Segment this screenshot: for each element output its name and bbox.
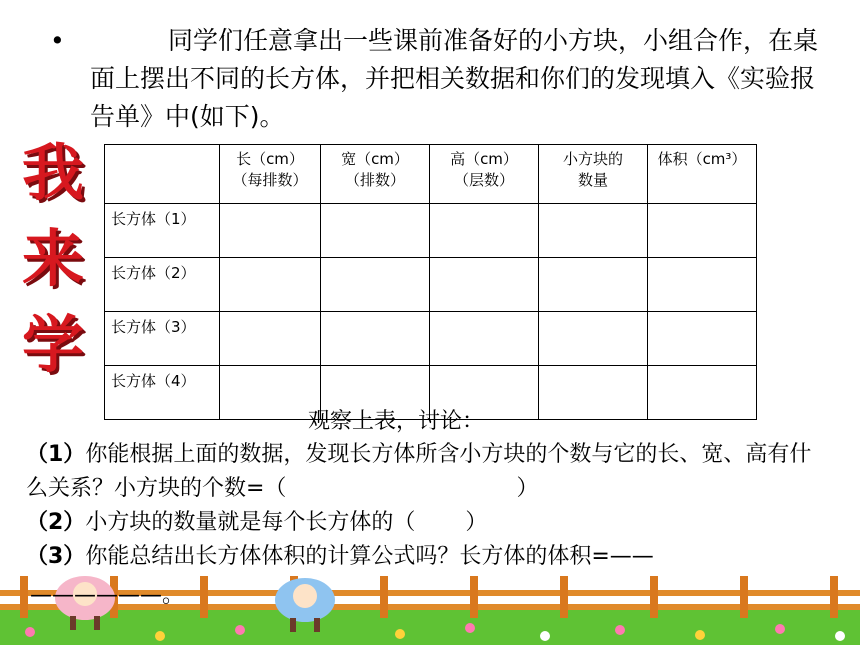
header-empty	[105, 145, 220, 204]
intro-paragraph	[50, 22, 830, 136]
side-title	[18, 130, 88, 388]
table-cell[interactable]	[321, 258, 430, 312]
header-width: 宽（cm） （排数）	[321, 145, 430, 204]
table-cell[interactable]	[539, 204, 648, 258]
decorative-meadow	[0, 570, 860, 645]
side-title-char-1: 我	[21, 136, 84, 209]
side-title-char-3: 学	[21, 308, 84, 381]
bullet: •	[50, 26, 65, 55]
question-3: （3）你能总结出长方体体积的计算公式吗？长方体的体积=——	[26, 544, 654, 569]
table-row	[105, 258, 757, 312]
table-row	[105, 312, 757, 366]
discuss-title: 观察上表，讨论：	[308, 409, 485, 434]
table-cell[interactable]	[321, 204, 430, 258]
table-cell[interactable]	[430, 204, 539, 258]
row-label: 长方体（3）	[105, 312, 220, 366]
side-title-char-2: 来	[21, 222, 84, 295]
experiment-report-table	[104, 144, 757, 420]
row-label: 长方体（1）	[105, 204, 220, 258]
table-cell[interactable]	[539, 258, 648, 312]
table-cell[interactable]	[430, 312, 539, 366]
table-cell[interactable]	[648, 204, 757, 258]
table-cell[interactable]	[648, 312, 757, 366]
table-cell[interactable]	[539, 312, 648, 366]
question-list	[26, 438, 826, 574]
table-cell[interactable]	[220, 258, 321, 312]
header-height: 高（cm） （层数）	[430, 145, 539, 204]
header-volume: 体积（cm³）	[648, 145, 757, 204]
table-cell[interactable]	[648, 258, 757, 312]
header-length: 长（cm） （每排数）	[220, 145, 321, 204]
question-2: （2）小方块的数量就是每个长方体的（ ）	[26, 510, 488, 535]
table-cell[interactable]	[321, 312, 430, 366]
q3-trailing-line: ——————。	[30, 583, 185, 608]
header-cube-count: 小方块的 数量	[539, 145, 648, 204]
table-cell[interactable]	[220, 366, 321, 420]
row-label: 长方体（2）	[105, 258, 220, 312]
table-cell[interactable]	[648, 366, 757, 420]
row-label: 长方体（4）	[105, 366, 220, 420]
table-cell[interactable]	[220, 312, 321, 366]
table-cell[interactable]	[539, 366, 648, 420]
table-cell[interactable]	[430, 258, 539, 312]
intro-text: 同学们任意拿出一些课前准备好的小方块，小组合作，在桌面上摆出不同的长方体，并把相关数据和你们的发现填入《实验报告单》中(如下)。	[90, 26, 819, 131]
question-1: （1）你能根据上面的数据，发现长方体所含小方块的个数与它的长、宽、高有什么关系？小方块的个数=（ ）	[26, 442, 812, 501]
table-cell[interactable]	[220, 204, 321, 258]
table-row	[105, 204, 757, 258]
table-header-row	[105, 145, 757, 204]
